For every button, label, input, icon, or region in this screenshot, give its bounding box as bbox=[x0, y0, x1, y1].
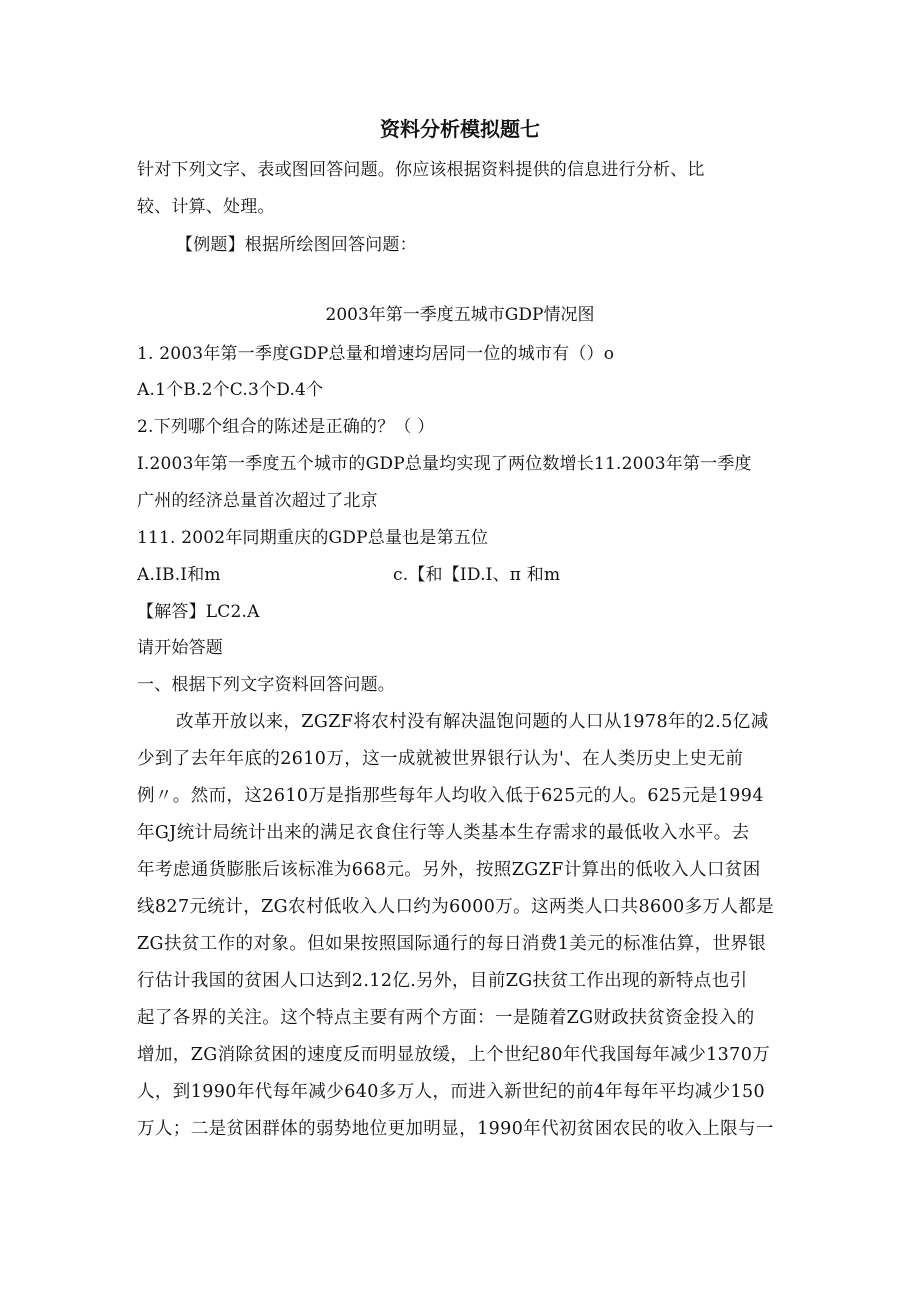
question-2: 2.下列哪个组合的陈述是正确的？（ ） bbox=[137, 417, 435, 437]
question-2-statement-line-2: 广州的经济总量首次超过了北京 bbox=[137, 491, 378, 511]
paragraph-line: 万人；二是贫困群体的弱势地位更加明显，1990年代初贫困农民的收入上限与一 bbox=[137, 1119, 774, 1139]
intro-line-1: 针对下列文字、表或图回答问题。你应该根据资料提供的信息进行分析、比 bbox=[137, 160, 705, 180]
paragraph-line: 人，到1990年代每年减少640多万人，而进入新世纪的前4年每年平均减少150 bbox=[137, 1082, 766, 1102]
chart-caption: 2003年第一季度五城市GDP情况图 bbox=[325, 305, 595, 325]
section-1-heading: 一、根据下列文字资料回答问题。 bbox=[137, 675, 395, 695]
question-2-options-left: A.IB.I和m bbox=[137, 565, 221, 585]
document-title: 资料分析模拟题七 bbox=[380, 117, 540, 141]
paragraph-line: 例〃。然而，这2610万是指那些每年人均收入低于625元的人。625元是1994 bbox=[137, 786, 764, 806]
question-2-statement-line-1: I.2003年第一季度五个城市的GDP总量均实现了两位数增长11.2003年第一季度 bbox=[137, 454, 752, 474]
paragraph-line: 增加，ZG消除贫困的速度反而明显放缓，上个世纪80年代我国每年减少1370万 bbox=[137, 1045, 771, 1065]
paragraph-line: 年GJ统计局统计出来的满足衣食住行等人类基本生存需求的最低收入水平。去 bbox=[137, 823, 750, 843]
question-1-options: A.1个B.2个C.3个D.4个 bbox=[137, 380, 324, 400]
paragraph-line: 年考虑通货膨胀后该标准为668元。另外，按照ZGZF计算出的低收入人口贫困 bbox=[137, 860, 761, 880]
paragraph-line: ZG扶贫工作的对象。但如果按照国际通行的每日消费1美元的标准估算，世界银 bbox=[137, 934, 767, 954]
question-2-statement-3: 111. 2002年同期重庆的GDP总量也是第五位 bbox=[137, 528, 489, 548]
paragraph-line: 起了各界的关注。这个特点主要有两个方面：一是随着ZG财政扶贫资金投入的 bbox=[137, 1008, 755, 1028]
paragraph-line: 线827元统计，ZG农村低收入人口约为6000万。这两类人口共8600多万人都是 bbox=[137, 897, 775, 917]
start-prompt: 请开始答题 bbox=[137, 638, 223, 658]
question-2-options-right: c.【和【ID.I、π 和m bbox=[393, 565, 561, 585]
intro-line-2: 较、计算、处理。 bbox=[137, 197, 275, 217]
paragraph-line: 少到了去年年底的2610万，这一成就被世界银行认为'、在人类历史上史无前 bbox=[137, 749, 744, 769]
paragraph-line: 改革开放以来，ZGZF将农村没有解决温饱问题的人口从1978年的2.5亿减 bbox=[176, 712, 769, 732]
answer-line: 【解答】LC2.A bbox=[137, 602, 260, 622]
paragraph-line: 行估计我国的贫困人口达到2.12亿.另外，目前ZG扶贫工作出现的新特点也引 bbox=[137, 971, 748, 991]
example-heading: 【例题】根据所绘图回答问题： bbox=[176, 235, 417, 255]
question-1: 1. 2003年第一季度GDP总量和增速均居同一位的城市有（）o bbox=[137, 344, 615, 364]
